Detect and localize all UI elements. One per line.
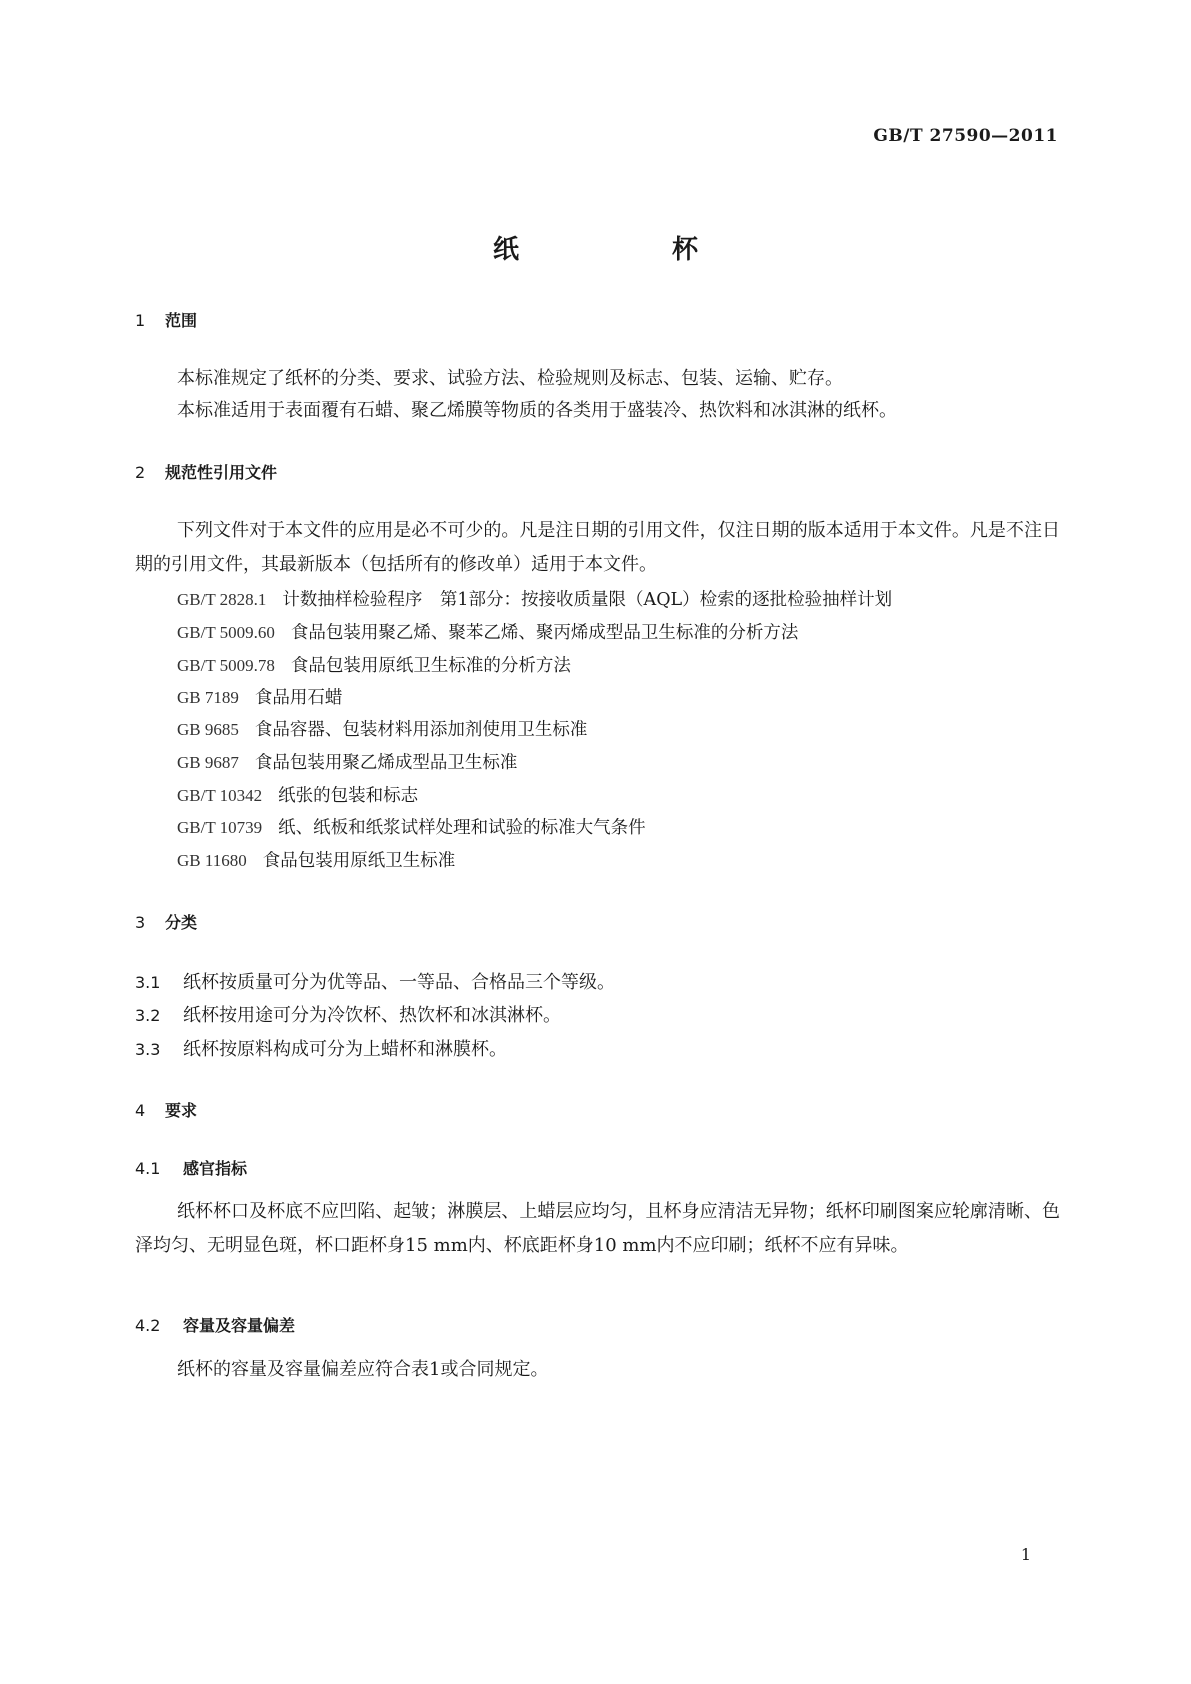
section-title: 规范性引用文件 <box>165 463 278 482</box>
reference-title: 食品包装用原纸卫生标准 <box>262 851 456 871</box>
section-1-paragraph-2: 本标准适用于表面覆有石蜡、聚乙烯膜等物质的各类用于盛装冷、热饮料和冰淇淋的纸杯。 <box>177 400 897 421</box>
reference-item <box>177 782 418 807</box>
clause-text: 纸杯按质量可分为优等品、一等品、合格品三个等级。 <box>183 972 615 993</box>
clause-number: 3.1 <box>135 973 161 992</box>
reference-code: GB 9685 <box>177 720 239 739</box>
clause-4-2-paragraph: 纸杯的容量及容量偏差应符合表1或合同规定。 <box>177 1359 549 1380</box>
clause-title: 容量及容量偏差 <box>183 1316 296 1335</box>
reference-title: 食品包装用聚乙烯成型品卫生标准 <box>254 753 518 773</box>
clause-number: 3.3 <box>135 1040 161 1059</box>
clause-number: 4.1 <box>135 1159 161 1178</box>
reference-title: 纸、纸板和纸浆试样处理和试验的标准大气条件 <box>278 818 646 838</box>
clause-text: 纸杯按原料构成可分为上蜡杯和淋膜杯。 <box>183 1039 507 1060</box>
reference-item <box>177 749 517 774</box>
standard-code: GB/T 27590—2011 <box>873 126 1058 146</box>
page-number: 1 <box>1020 1545 1031 1564</box>
reference-code: GB/T 5009.78 <box>177 656 275 675</box>
section-4-heading <box>135 1098 197 1121</box>
reference-code: GB/T 2828.1 <box>177 590 267 609</box>
reference-title: 食品包装用原纸卫生标准的分析方法 <box>290 656 571 676</box>
reference-code: GB 11680 <box>177 851 247 870</box>
clause-text: 纸杯按用途可分为冷饮杯、热饮杯和冰淇淋杯。 <box>183 1005 561 1026</box>
reference-title: 计数抽样检验程序 第1部分：按接收质量限（AQL）检索的逐批检验抽样计划 <box>282 590 893 610</box>
clause-title: 感官指标 <box>183 1159 248 1178</box>
clause-number: 3.2 <box>135 1006 161 1025</box>
reference-item <box>177 684 342 709</box>
section-number: 3 <box>135 913 146 932</box>
clause-4-2-heading <box>135 1313 295 1336</box>
reference-item <box>177 716 587 741</box>
section-title: 要求 <box>165 1101 198 1120</box>
section-2-heading <box>135 460 277 483</box>
reference-title: 食品容器、包装材料用添加剂使用卫生标准 <box>254 720 588 740</box>
section-number: 1 <box>135 311 146 330</box>
reference-title: 食品包装用聚乙烯、聚苯乙烯、聚丙烯成型品卫生标准的分析方法 <box>290 623 799 643</box>
reference-item <box>177 814 646 839</box>
reference-code: GB 7189 <box>177 688 239 707</box>
section-1-heading <box>135 308 197 331</box>
reference-title: 纸张的包装和标志 <box>278 786 419 806</box>
reference-item <box>177 586 892 611</box>
reference-title: 食品用石蜡 <box>254 688 343 708</box>
section-number: 2 <box>135 463 146 482</box>
clause-3-1 <box>135 968 615 994</box>
clause-3-2 <box>135 1001 561 1027</box>
section-1-paragraph-1: 本标准规定了纸杯的分类、要求、试验方法、检验规则及标志、包装、运输、贮存。 <box>177 368 843 389</box>
document-title: 纸 杯 <box>492 235 771 265</box>
clause-3-3 <box>135 1035 507 1061</box>
section-2-intro: 下列文件对于本文件的应用是必不可少的。凡是注日期的引用文件，仅注日期的版本适用于本文件。凡是不注日期的引用文件，其最新版本（包括所有的修改单）适用于本文件。 <box>135 520 1060 575</box>
reference-code: GB 9687 <box>177 753 239 772</box>
reference-item <box>177 652 571 677</box>
section-title: 范围 <box>165 311 198 330</box>
section-3-heading <box>135 910 197 933</box>
section-title: 分类 <box>165 913 198 932</box>
reference-item <box>177 847 455 872</box>
clause-4-1-heading <box>135 1156 247 1179</box>
reference-item <box>177 619 798 644</box>
clause-4-1-paragraph: 纸杯杯口及杯底不应凹陷、起皱；淋膜层、上蜡层应均匀，且杯身应清洁无异物；纸杯印刷图案应轮廓清晰、色泽均匀、无明显色斑，杯口距杯身15 mm内、杯底距杯身10 mm内不应印刷；纸杯不应有异味。 <box>135 1201 1060 1256</box>
clause-number: 4.2 <box>135 1316 161 1335</box>
reference-code: GB/T 10739 <box>177 818 263 837</box>
reference-code: GB/T 5009.60 <box>177 623 275 642</box>
reference-code: GB/T 10342 <box>177 786 263 805</box>
section-number: 4 <box>135 1101 146 1120</box>
